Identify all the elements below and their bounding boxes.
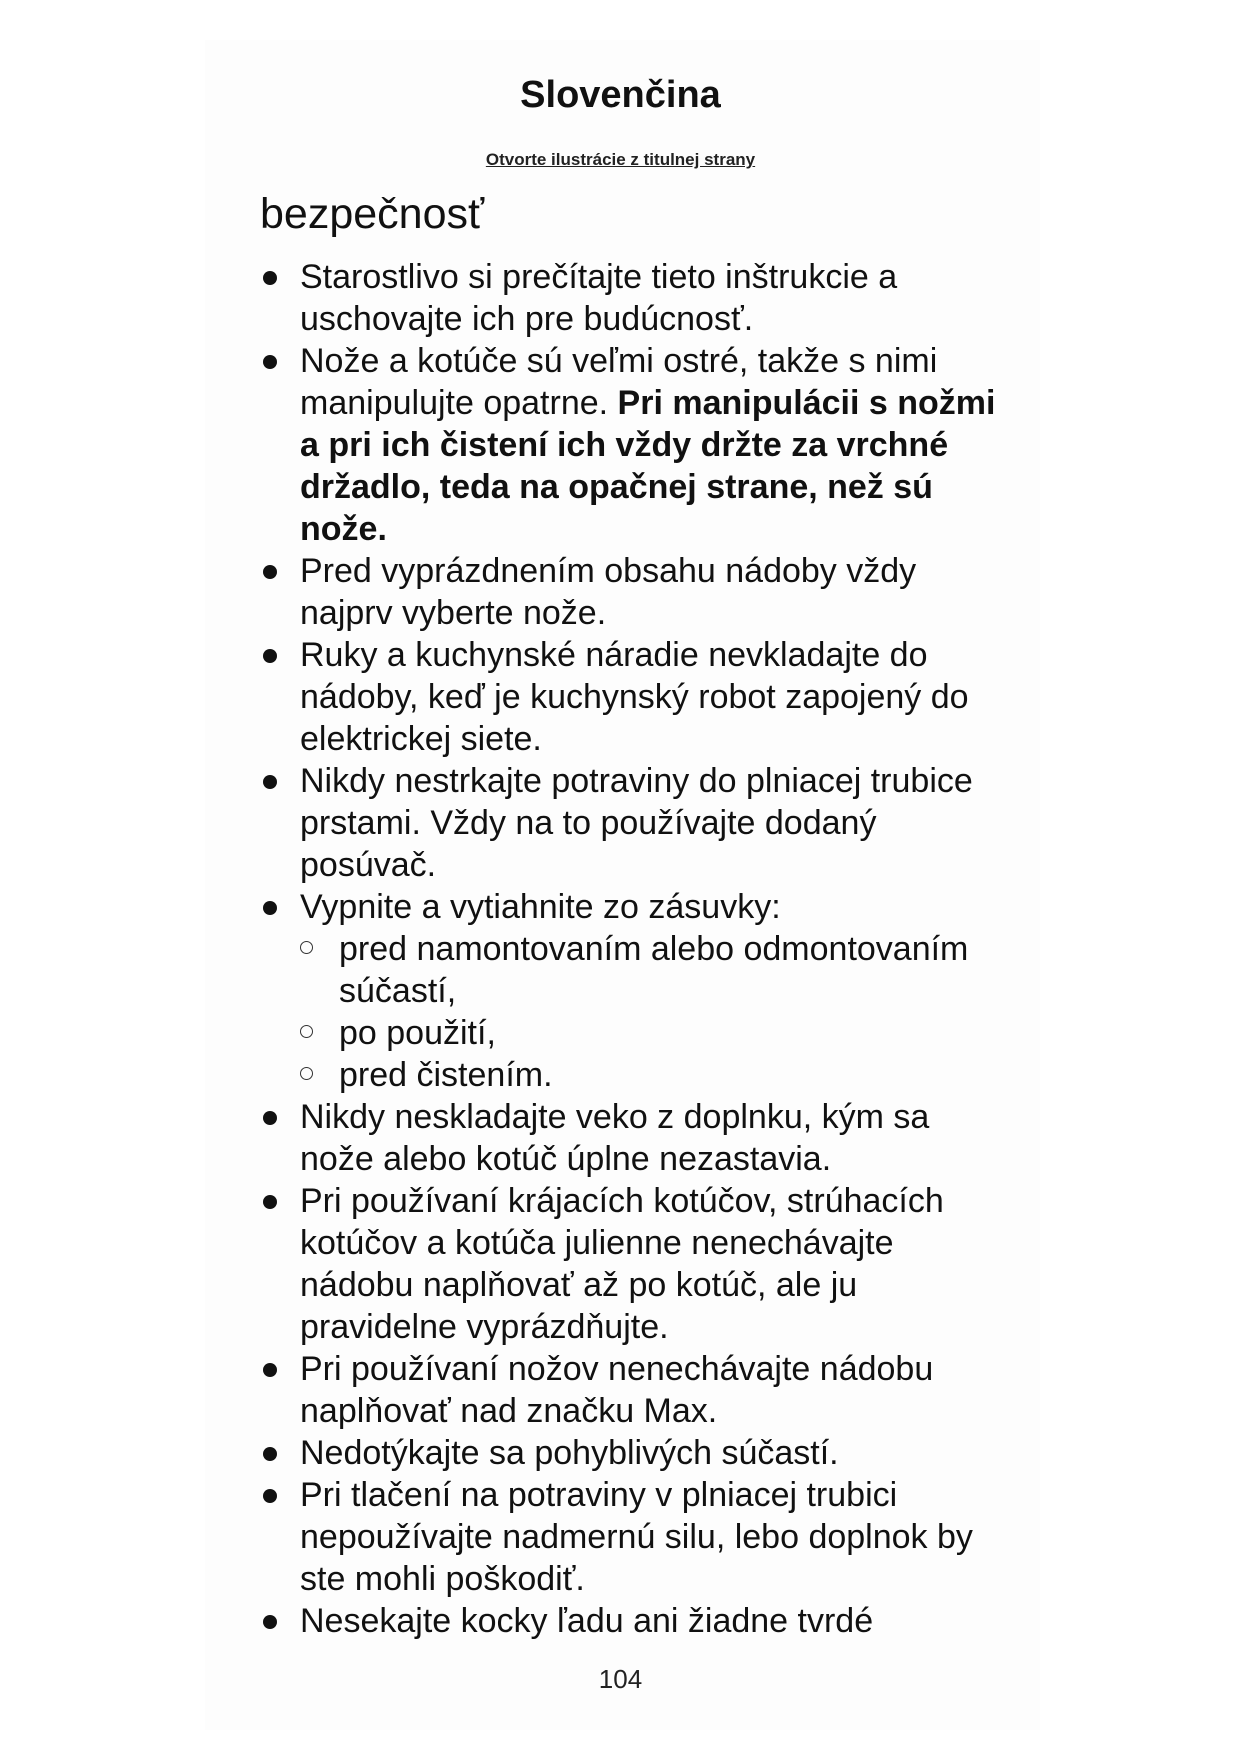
list-item: Pri tlačení na potraviny v plniacej trubici nepoužívajte nadmernú silu, lebo doplnok by ste mohli poškodiť. bbox=[300, 1474, 1000, 1600]
section-heading: bezpečnosť bbox=[260, 190, 485, 238]
list-item: Ruky a kuchynské náradie nevkladajte do nádoby, keď je kuchynský robot zapojený do elektrickej siete. bbox=[300, 634, 1000, 760]
list-item-text: Nože a kotúče sú veľmi ostré, takže s nimi manipulujte opatrne. bbox=[300, 342, 938, 422]
list-item: Pri používaní krájacích kotúčov, strúhacích kotúčov a kotúča julienne nenechávajte nádobu naplňovať až po kotúč, ale ju pravidelne vyprázdňujte. bbox=[300, 1180, 1000, 1348]
page-title: Slovenčina bbox=[520, 74, 721, 116]
list-item: Nikdy nestrkajte potraviny do plniacej trubice prstami. Vždy na to používajte dodaný posúvač. bbox=[300, 760, 1000, 886]
sublist-item: pred čistením. bbox=[339, 1054, 1000, 1096]
list-item: Pred vyprázdnením obsahu nádoby vždy najprv vyberte nože. bbox=[300, 550, 1000, 634]
list-item: Nikdy neskladajte veko z doplnku, kým sa nože alebo kotúč úplne nezastavia. bbox=[300, 1096, 1000, 1180]
list-item: Nesekajte kocky ľadu ani žiadne tvrdé bbox=[300, 1600, 1000, 1642]
list-item-bold-text: Pri manipulácii s nožmi a pri ich čistení ich vždy držte za vrchné držadlo, teda na opačnej strane, než sú nože. bbox=[300, 384, 996, 548]
safety-list bbox=[300, 256, 1000, 1642]
unplug-sublist bbox=[300, 928, 1000, 1096]
list-item: Nedotýkajte sa pohyblivých súčastí. bbox=[300, 1432, 1000, 1474]
list-item bbox=[300, 340, 1000, 550]
cover-illustrations-link[interactable]: Otvorte ilustrácie z titulnej strany bbox=[485, 150, 756, 169]
list-item: Starostlivo si prečítajte tieto inštrukcie a uschovajte ich pre budúcnosť. bbox=[300, 256, 1000, 340]
sublist-item: po použití, bbox=[339, 1012, 1000, 1054]
list-item bbox=[300, 886, 1000, 1096]
list-item-text: Vypnite a vytiahnite zo zásuvky: bbox=[300, 888, 781, 926]
sublist-item: pred namontovaním alebo odmontovaním súčastí, bbox=[339, 928, 1000, 1012]
page-number: 104 bbox=[598, 1664, 643, 1694]
list-item: Pri používaní nožov nenechávajte nádobu naplňovať nad značku Max. bbox=[300, 1348, 1000, 1432]
